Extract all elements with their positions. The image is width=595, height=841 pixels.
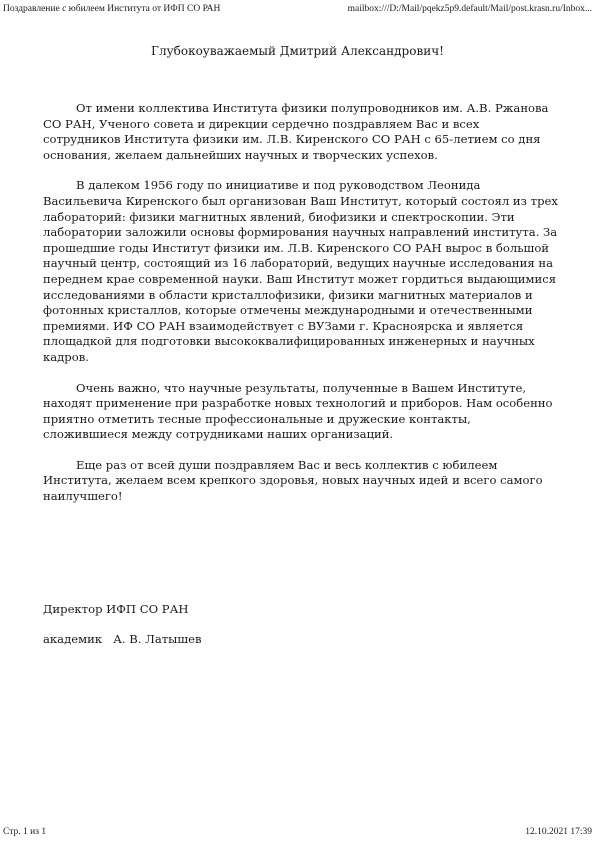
signature-title: Директор ИФП СО РАН: [43, 602, 189, 616]
letter-salutation: Глубокоуважаемый Дмитрий Александрович!: [151, 44, 444, 58]
signature-name: академик А. В. Латышев: [43, 632, 202, 646]
print-header-url: mailbox:///D:/Mail/pqekz5p9.default/Mail/post.krasn.ru/Inbox...: [347, 4, 592, 14]
print-footer-page: Стр. 1 из 1: [3, 827, 47, 837]
print-header-title: Поздравление с юбилеем Института от ИФП СО РАН: [3, 4, 221, 14]
letter-paragraph: Еще раз от всей души поздравляем Вас и весь коллектив с юбилеем Института, желаем всем крепкого здоровья, новых научных идей и всего самого наилучшего!: [43, 457, 543, 504]
letter-paragraph: Очень важно, что научные результаты, полученные в Вашем Институте, находят применение при разработке новых технологий и приборов. Нам особенно приятно отметить тесные профессиональные и дружеские контакты, сложившиеся между сотрудниками наших организаций.: [43, 380, 553, 442]
letter-body: [43, 101, 558, 520]
letter-paragraph: От имени коллектива Института физики полупроводников им. А.В. Ржанова СО РАН, Ученого совета и дирекции сердечно поздравляем Вас и всех сотрудников Института физики им. Л.В. Киренского СО РАН с 65-летием со дня основания, желаем дальнейших научных и творческих успехов.: [43, 101, 549, 162]
letter-paragraph: В далеком 1956 году по инициативе и под руководством Леонида Васильевича Киренского был организован Ваш Институт, который состоял из трех лабораторий: физики магнитных явлений, биофизики и спектроскопии. Эти лаборатории заложили основы формирования научных направлений института. За прошедшие годы Институт физики им. Л.В. Киренского СО РАН вырос в большой научный центр, состоящий из 16 лабораторий, ведущих научные исследования на переднем крае современной науки. Ваш Институт может гордиться выдающимися исследованиями в области кристаллофизики, физики магнитных материалов и фотонных кристаллов, которые отмечены международными и отечественными премиями. ИФ СО РАН взаимодействует с ВУЗами г. Красноярска и является площадкой для подготовки высококвалифицированных инженерных и научных кадров.: [43, 178, 558, 364]
print-footer-datetime: 12.10.2021 17:39: [525, 827, 592, 837]
